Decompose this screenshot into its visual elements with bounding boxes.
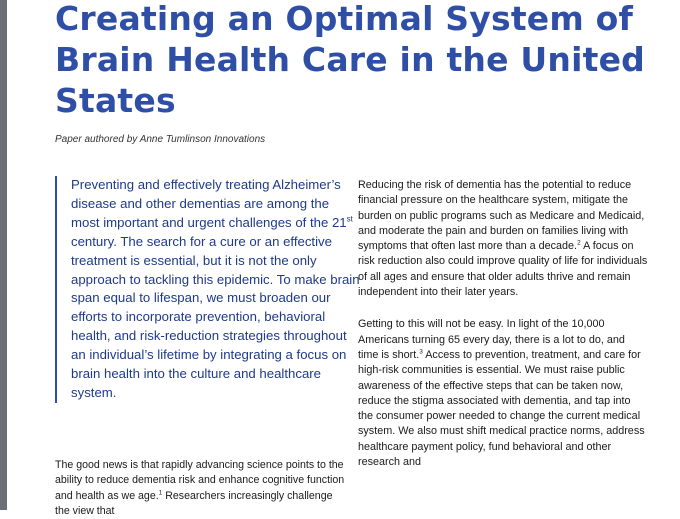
byline: Paper authored by Anne Tumlinson Innovations (55, 134, 266, 145)
right-paragraph-2-text-cont: Access to prevention, treatment, and care for high-risk communities is essential. We must raise public awareness of the effective steps that can be taken now, reduce the stigma associated with dementia, and tap into the consumer power needed to change the current medical system. We also must shift medical practice norms, address healthcare payment policy, fund behavioral and other research and (358, 348, 645, 469)
pull-quote-superscript: st (346, 214, 353, 224)
right-paragraph-1-text-cont: A focus on risk reduction also could improve quality of life for individuals of all ages and ensure that older adults thrive and remain independent into their later years. (358, 240, 648, 299)
pull-quote (55, 176, 361, 403)
footnote-ref-1: 1 (158, 489, 163, 497)
right-paragraph-2 (358, 317, 648, 470)
right-paragraph-1 (358, 178, 648, 300)
page-edge-bar (0, 0, 7, 510)
document-title: Creating an Optimal System of Brain Health Care in the United States (55, 0, 645, 120)
pull-quote-text (71, 176, 361, 403)
right-paragraph-2-text: Getting to this will not be easy. In light of the 10,000 Americans turning 65 every day, there is a lot to do, and time is short. (358, 318, 625, 361)
right-column (358, 178, 648, 487)
left-paragraph-text-cont: Researchers increasingly challenge the view that (55, 489, 333, 517)
pull-quote-text-a: Preventing and effectively treating Alzheimer’s disease and other dementias are among the most important and urgent challenges of the 21 (71, 177, 347, 230)
right-paragraph-1-text: Reducing the risk of dementia has the potential to reduce financial pressure on the healthcare system, mitigate the burden on public programs such as Medicare and Medicaid, and moderate the pain and burden on families living with symptoms that often last more than a decade. (358, 179, 645, 253)
footnote-ref-2: 2 (577, 239, 581, 247)
left-paragraph-text: The good news is that rapidly advancing science points to the ability to reduce dementia risk and enhance cognitive function and health as we age. (55, 459, 345, 502)
pull-quote-text-b: century. The search for a cure or an effective treatment is essential, but it is not the only approach to tackling this epidemic. To make brain span equal to lifespan, we must broaden our efforts to incorporate prevention, behavioral health, and risk-reduction strategies throughout an individual’s lifetime by integrating a focus on brain health into the culture and healthcare system. (71, 233, 360, 400)
footnote-ref-3: 3 (419, 348, 423, 356)
